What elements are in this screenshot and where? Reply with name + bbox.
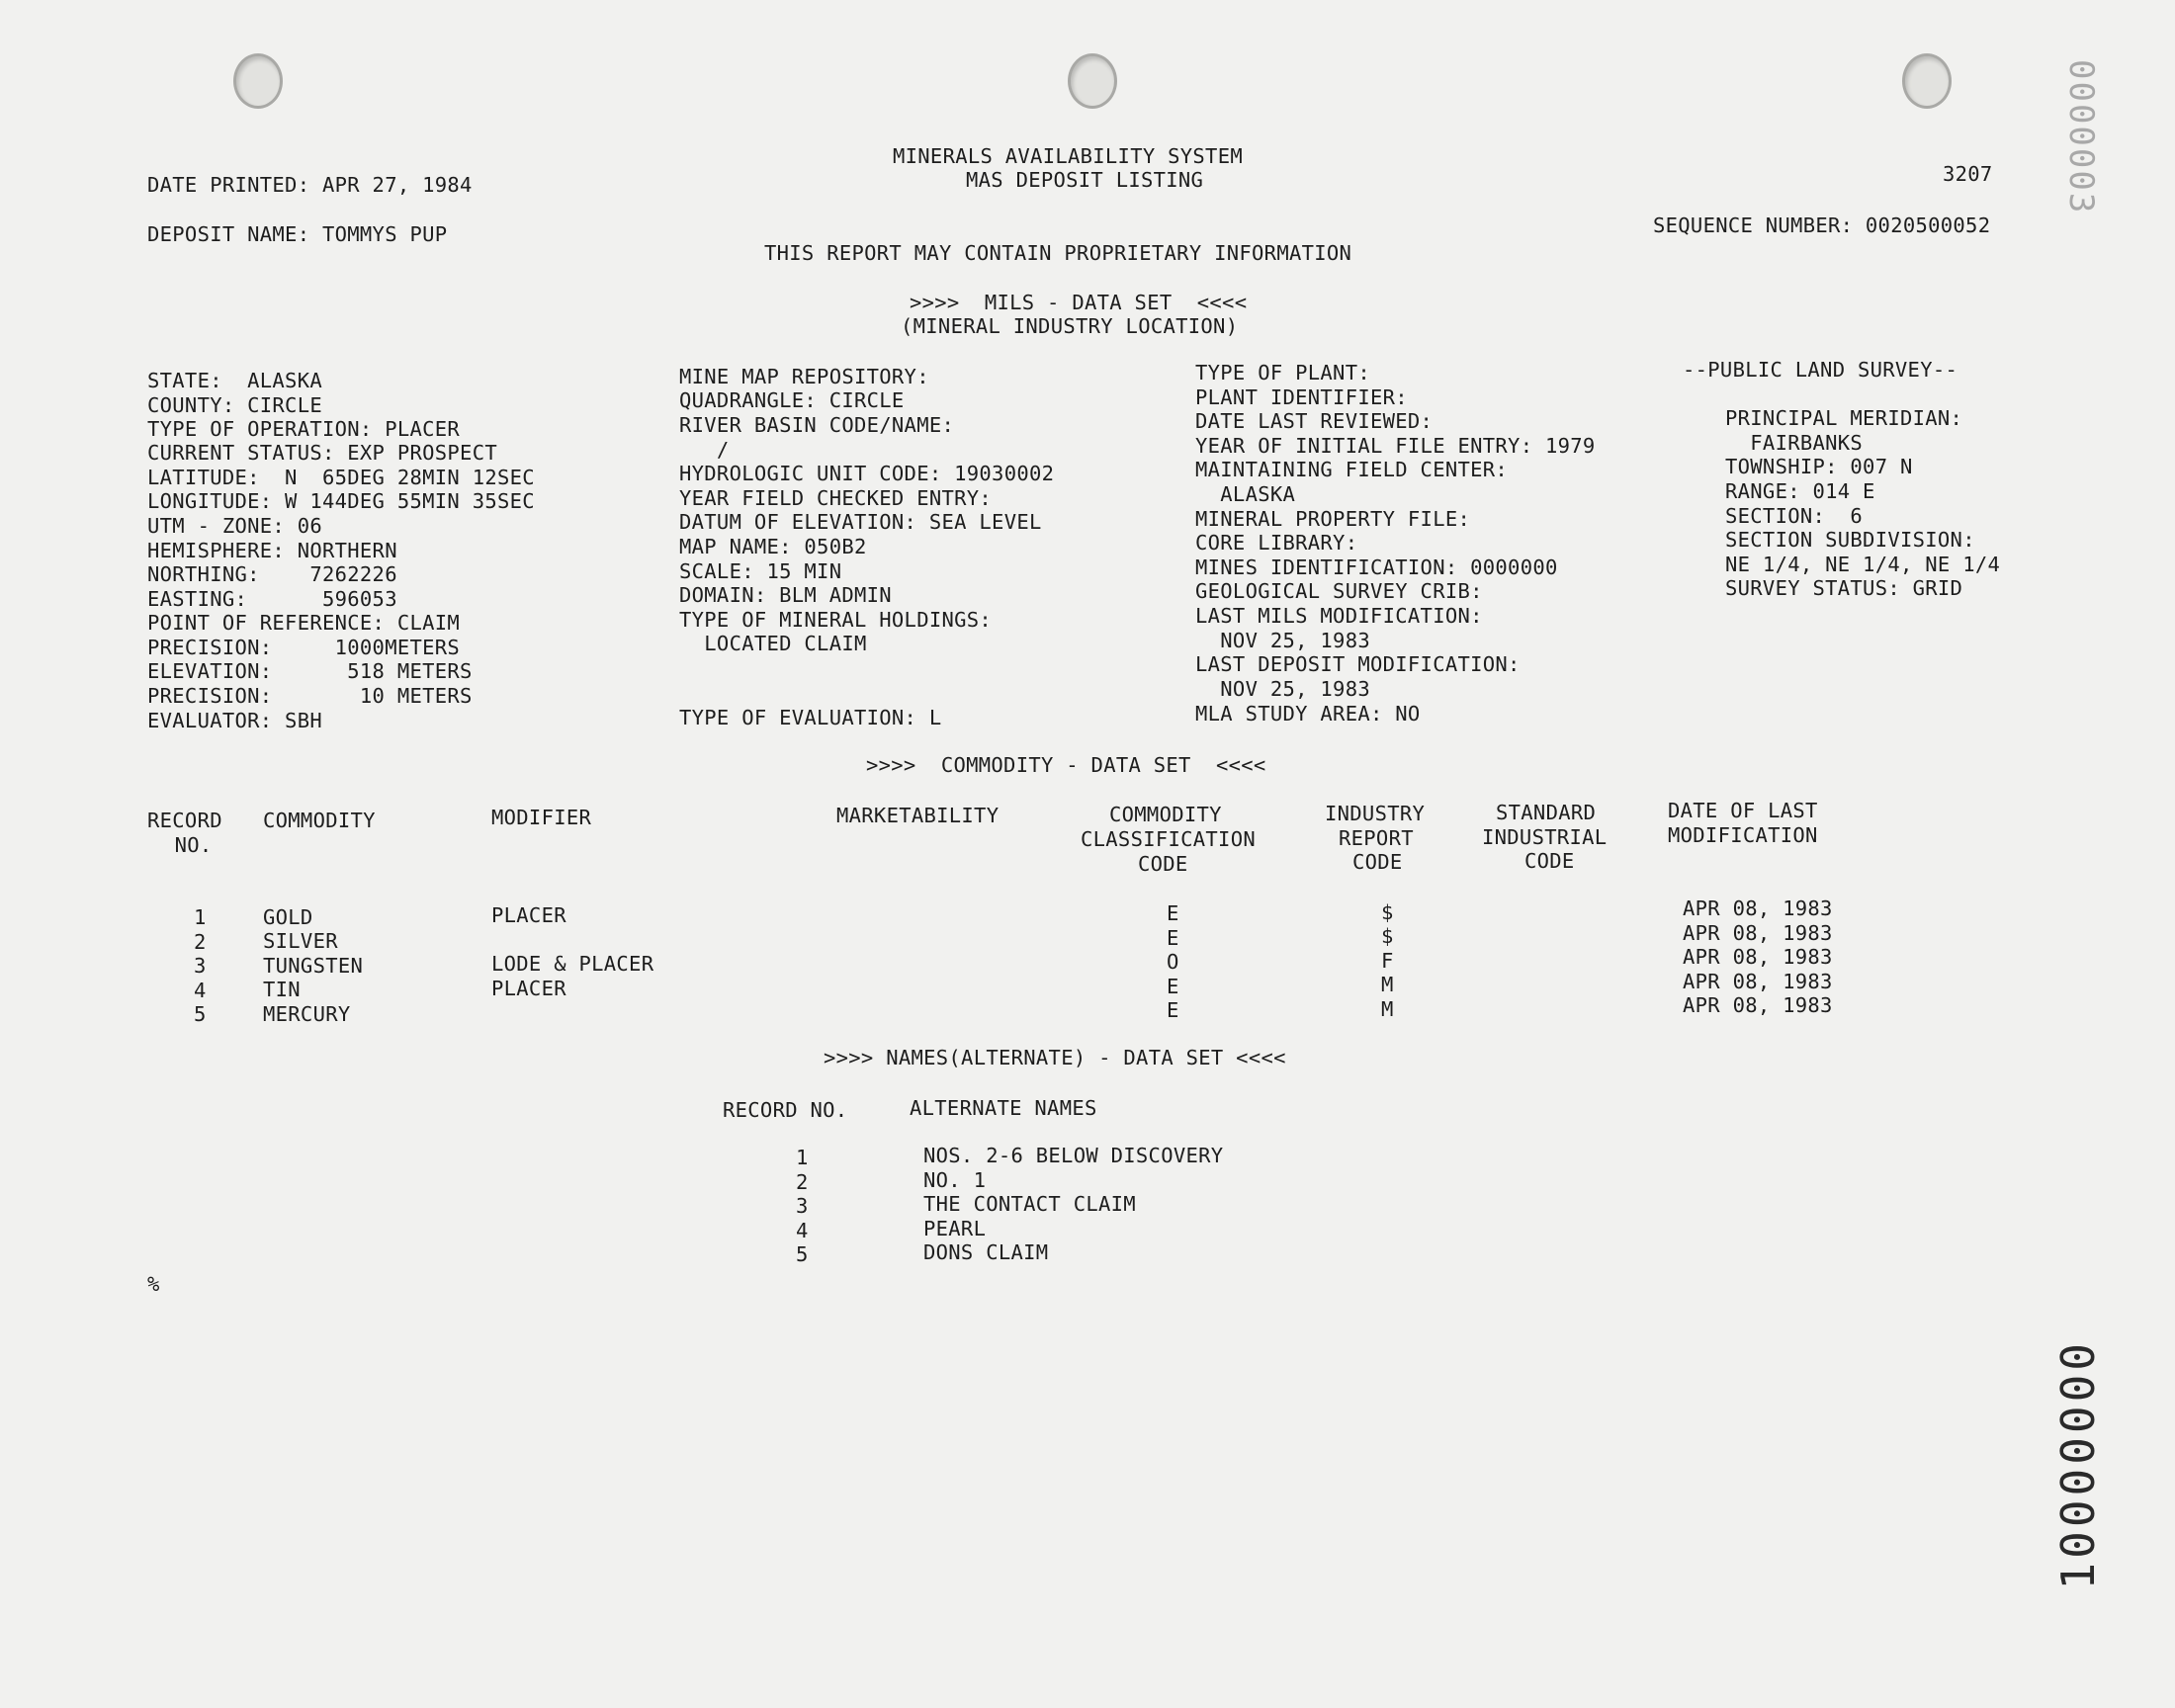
edge-stamp-bottom: 10000000 <box>2051 1339 2105 1590</box>
field-line: SECTION SUBDIVISION: <box>1725 528 1975 552</box>
name-record-no: 1 <box>796 1146 809 1169</box>
field-line: TYPE OF EVALUATION: L <box>679 706 942 729</box>
proprietary-notice: THIS REPORT MAY CONTAIN PROPRIETARY INFORMATION <box>764 241 1352 265</box>
cell-date: APR 08, 1983 <box>1683 993 1833 1017</box>
name-record-no: 3 <box>796 1194 809 1218</box>
field-line: RANGE: 014 E <box>1725 479 1875 503</box>
cell-report-code: $ <box>1381 900 1394 924</box>
alternate-name: THE CONTACT CLAIM <box>923 1192 1136 1216</box>
field-line: YEAR FIELD CHECKED ENTRY: <box>679 486 993 510</box>
col-header-date-1: DATE OF LAST <box>1668 799 1818 822</box>
cell-record-no: 4 <box>194 979 207 1002</box>
mils-title: >>>> MILS - DATA SET <<<< <box>910 291 1248 314</box>
field-line: LONGITUDE: W 144DEG 55MIN 35SEC <box>147 489 535 513</box>
field-line: MAINTAINING FIELD CENTER: <box>1195 458 1509 481</box>
field-line: DATUM OF ELEVATION: SEA LEVEL <box>679 510 1042 534</box>
cell-date: APR 08, 1983 <box>1683 945 1833 969</box>
col-header-date-2: MODIFICATION <box>1668 823 1818 847</box>
field-line: CORE LIBRARY: <box>1195 531 1358 555</box>
col-header-commodity: COMMODITY <box>263 809 376 832</box>
alternate-name: NO. 1 <box>923 1168 987 1192</box>
date-printed: DATE PRINTED: APR 27, 1984 <box>147 173 473 197</box>
alternate-name: NOS. 2-6 BELOW DISCOVERY <box>923 1144 1224 1167</box>
field-line: NOV 25, 1983 <box>1195 629 1370 652</box>
deposit-name: DEPOSIT NAME: TOMMYS PUP <box>147 222 448 246</box>
field-line: HEMISPHERE: NORTHERN <box>147 539 397 562</box>
field-line: EVALUATOR: SBH <box>147 709 322 732</box>
field-line: TYPE OF MINERAL HOLDINGS: <box>679 608 993 632</box>
col-header-marketability: MARKETABILITY <box>836 804 1000 827</box>
name-record-no: 4 <box>796 1219 809 1242</box>
col-header-modifier: MODIFIER <box>491 806 592 829</box>
col-header-sic-2: INDUSTRIAL <box>1482 825 1608 849</box>
cell-date: APR 08, 1983 <box>1683 897 1833 920</box>
field-line: YEAR OF INITIAL FILE ENTRY: 1979 <box>1195 434 1596 458</box>
field-line: PRINCIPAL MERIDIAN: <box>1725 406 1963 430</box>
field-line: SURVEY STATUS: GRID <box>1725 576 1963 600</box>
cell-commodity: TIN <box>263 978 301 1001</box>
listing-title: MAS DEPOSIT LISTING <box>966 168 1204 192</box>
cell-date: APR 08, 1983 <box>1683 970 1833 993</box>
field-line: STATE: ALASKA <box>147 369 322 392</box>
field-line: QUADRANGLE: CIRCLE <box>679 388 905 412</box>
cell-commodity: SILVER <box>263 929 338 953</box>
commodity-title: >>>> COMMODITY - DATA SET <<<< <box>866 753 1266 777</box>
cell-date: APR 08, 1983 <box>1683 921 1833 945</box>
field-line: PRECISION: 10 METERS <box>147 684 473 708</box>
name-record-no: 2 <box>796 1170 809 1194</box>
field-line: LAST DEPOSIT MODIFICATION: <box>1195 652 1521 676</box>
field-line: SECTION: 6 <box>1725 504 1864 528</box>
col-header-report-code-1: INDUSTRY <box>1325 802 1426 825</box>
alternate-name: PEARL <box>923 1217 987 1240</box>
col-header-sic-3: CODE <box>1524 849 1575 873</box>
cell-report-code: $ <box>1381 924 1394 948</box>
field-line: PLANT IDENTIFIER: <box>1195 385 1408 409</box>
col-header-class-code-2: CLASSIFICATION <box>1081 827 1256 851</box>
col-header-record-no: NO. <box>162 833 213 857</box>
field-line: LOCATED CLAIM <box>679 632 867 655</box>
field-line: MLA STUDY AREA: NO <box>1195 702 1421 726</box>
field-line: DATE LAST REVIEWED: <box>1195 409 1434 433</box>
cell-record-no: 3 <box>194 954 207 978</box>
cell-class-code: E <box>1167 926 1179 950</box>
field-line: NOV 25, 1983 <box>1195 677 1370 701</box>
punch-hole-left <box>233 53 283 109</box>
name-record-no: 5 <box>796 1242 809 1266</box>
field-line: LAST MILS MODIFICATION: <box>1195 604 1483 628</box>
col-header-sic-1: STANDARD <box>1496 801 1597 824</box>
cell-record-no: 1 <box>194 905 207 929</box>
field-line: CURRENT STATUS: EXP PROSPECT <box>147 441 497 465</box>
cell-modifier: LODE & PLACER <box>491 952 654 976</box>
edge-stamp-top: 0000003 <box>2061 59 2101 215</box>
cell-class-code: O <box>1167 950 1179 974</box>
col-header-report-code-2: REPORT <box>1339 826 1414 850</box>
alternate-name: DONS CLAIM <box>923 1240 1049 1264</box>
cell-class-code: E <box>1167 901 1179 925</box>
cell-record-no: 2 <box>194 930 207 954</box>
field-line: GEOLOGICAL SURVEY CRIB: <box>1195 579 1483 603</box>
field-line: ALASKA <box>1195 482 1296 506</box>
cell-class-code: E <box>1167 975 1179 998</box>
field-line: MAP NAME: 050B2 <box>679 535 867 558</box>
sequence-number: SEQUENCE NUMBER: 0020500052 <box>1653 214 1991 237</box>
field-line: SCALE: 15 MIN <box>679 559 842 583</box>
cell-report-code: M <box>1381 997 1394 1021</box>
field-line: MINES IDENTIFICATION: 0000000 <box>1195 555 1558 579</box>
percent-marker: % <box>147 1272 160 1296</box>
field-line: / <box>679 438 730 462</box>
cell-commodity: MERCURY <box>263 1002 351 1026</box>
field-line: TOWNSHIP: 007 N <box>1725 455 1913 478</box>
field-line: DOMAIN: BLM ADMIN <box>679 583 892 607</box>
field-line: MINERAL PROPERTY FILE: <box>1195 507 1471 531</box>
field-line: LATITUDE: N 65DEG 28MIN 12SEC <box>147 466 535 489</box>
field-line: NORTHING: 7262226 <box>147 562 397 586</box>
field-line: TYPE OF PLANT: <box>1195 361 1370 384</box>
cell-record-no: 5 <box>194 1002 207 1026</box>
pls-title: --PUBLIC LAND SURVEY-- <box>1683 358 1958 382</box>
col-header-class-code-3: CODE <box>1138 852 1188 876</box>
system-title: MINERALS AVAILABILITY SYSTEM <box>893 144 1243 168</box>
names-header-record: RECORD NO. <box>723 1098 848 1122</box>
punch-hole-right <box>1902 53 1952 109</box>
field-line: NE 1/4, NE 1/4, NE 1/4 <box>1725 553 2001 576</box>
field-line: TYPE OF OPERATION: PLACER <box>147 417 461 441</box>
field-line: FAIRBANKS <box>1725 431 1864 455</box>
mils-subtitle: (MINERAL INDUSTRY LOCATION) <box>901 314 1239 338</box>
cell-report-code: M <box>1381 973 1394 996</box>
cell-commodity: TUNGSTEN <box>263 954 364 978</box>
cell-commodity: GOLD <box>263 905 313 929</box>
field-line: PRECISION: 1000METERS <box>147 636 461 659</box>
field-line: EASTING: 596053 <box>147 587 397 611</box>
field-line: POINT OF REFERENCE: CLAIM <box>147 611 461 635</box>
field-line: ELEVATION: 518 METERS <box>147 659 473 683</box>
cell-report-code: F <box>1381 949 1394 973</box>
field-line: MINE MAP REPOSITORY: <box>679 365 929 388</box>
names-title: >>>> NAMES(ALTERNATE) - DATA SET <<<< <box>824 1046 1286 1069</box>
col-header-record: RECORD <box>147 809 222 832</box>
cell-modifier: PLACER <box>491 977 566 1000</box>
names-header-alternate: ALTERNATE NAMES <box>910 1096 1097 1120</box>
punch-hole-center <box>1068 53 1117 109</box>
col-header-report-code-3: CODE <box>1352 850 1403 874</box>
field-line: UTM - ZONE: 06 <box>147 514 322 538</box>
field-line: HYDROLOGIC UNIT CODE: 19030002 <box>679 462 1055 485</box>
cell-class-code: E <box>1167 998 1179 1022</box>
col-header-class-code-1: COMMODITY <box>1109 803 1222 826</box>
field-line: COUNTY: CIRCLE <box>147 393 322 417</box>
cell-modifier: PLACER <box>491 903 566 927</box>
field-line: RIVER BASIN CODE/NAME: <box>679 413 955 437</box>
page-number: 3207 <box>1943 162 1993 186</box>
